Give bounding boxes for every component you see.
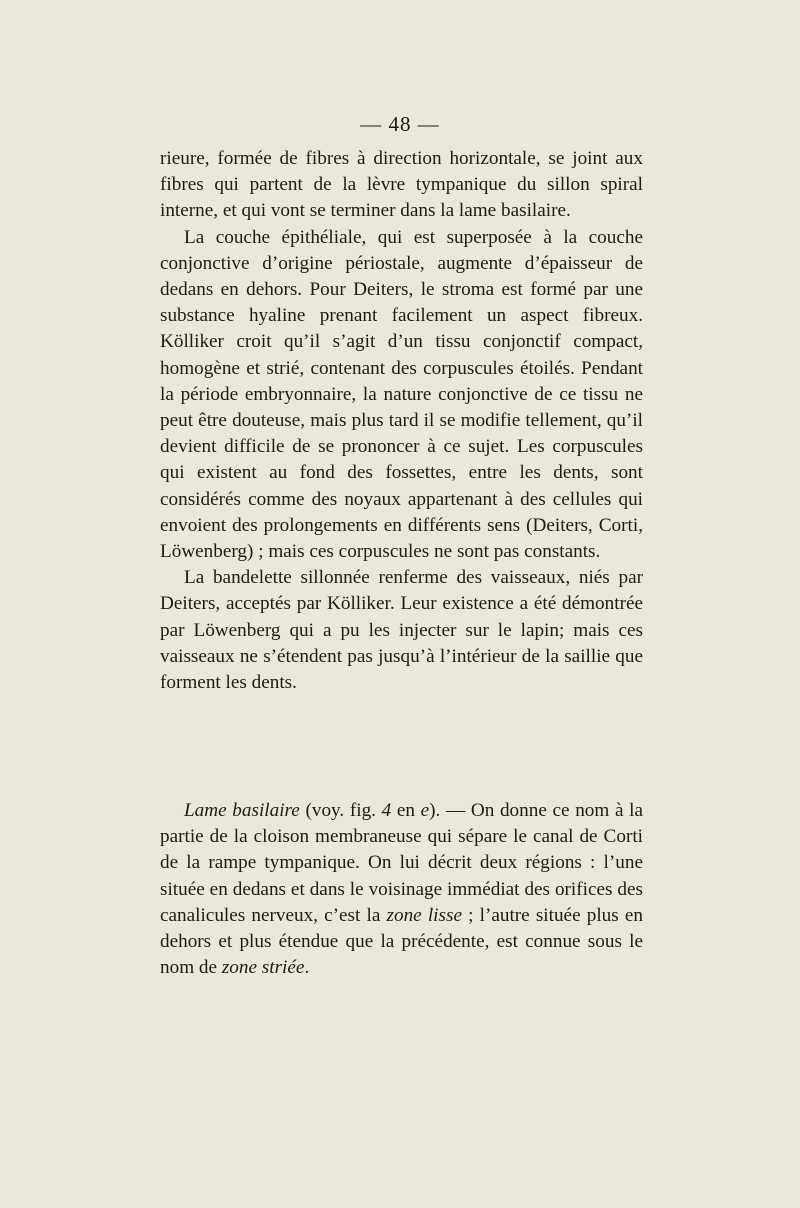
term-zone-lisse: zone lisse — [386, 904, 462, 926]
figure-letter: e — [420, 800, 430, 821]
page-number: — 48 — — [360, 112, 440, 136]
figure-number: 4 — [381, 800, 392, 821]
paragraph-text-intro: On donne ce nom à la partie de la cloison membraneuse qui sépare le canal de Corti de la rampe tympanique. On lui décrit deux régions : l’une située en dedans et dans le voisinage immédiat des orifices des canalicules nerveux, c’est la — [160, 800, 643, 926]
figure-reference-close: ). — — [429, 800, 471, 821]
text-section-2 — [160, 798, 643, 981]
paragraph-3: La bandelette sillonnée renferme des vaisseaux, niés par Deiters, acceptés par Kölliker. Leur existence a été démontrée par Löwenberg qui a pu les injecter sur le lapin; mais ces vaisseaux ne s’étendent pas jusqu’à l’intérieur de la saillie que forment les dents. — [160, 567, 643, 694]
paragraph-text-end: . — [304, 957, 310, 979]
paragraph-2: La couche épithéliale, qui est superposée à la couche conjonctive d’origine périostale, augmente d’épaisseur de dedans en dehors. Pour Deiters, le stroma est formé par une substance hyaline prenant facilement un aspect fibreux. Kölliker croit qu’il s’agit d’un tissu conjonctif compact, homogène et strié, contenant des corpuscules étoilés. Pendant la période embryonnaire, la nature conjonctive de ce tissu ne peut être douteuse, mais plus tard il se modifie tellement, qu’il devient difficile de se prononcer à ce sujet. Les corpuscules qui existent au fond des fossettes, entre les dents, sont considérés comme des noyaux appartenant à des cellules qui envoient des prolongements en différents sens (Deiters, Corti, Löwenberg) ; mais ces corpuscules ne sont pas constants. — [160, 226, 643, 563]
term-zone-striee: zone striée — [221, 957, 305, 979]
paragraph-1: rieure, formée de fibres à direction horizontale, se joint aux fibres qui partent de la lèvre tympanique du sillon spiral interne, et qui vont se terminer dans la lame basilaire. — [160, 148, 643, 222]
section-heading: Lame basilaire — [184, 800, 300, 821]
figure-reference-mid: en — [391, 800, 421, 821]
paragraph-lame-basilaire — [160, 798, 643, 981]
text-section-1 — [160, 146, 643, 696]
figure-reference-open: (voy. fig. — [299, 800, 382, 821]
paragraph-text-middle: ; l’autre située plus en dehors et plus étendue que la précédente, est connue sous le nom de — [160, 904, 643, 979]
